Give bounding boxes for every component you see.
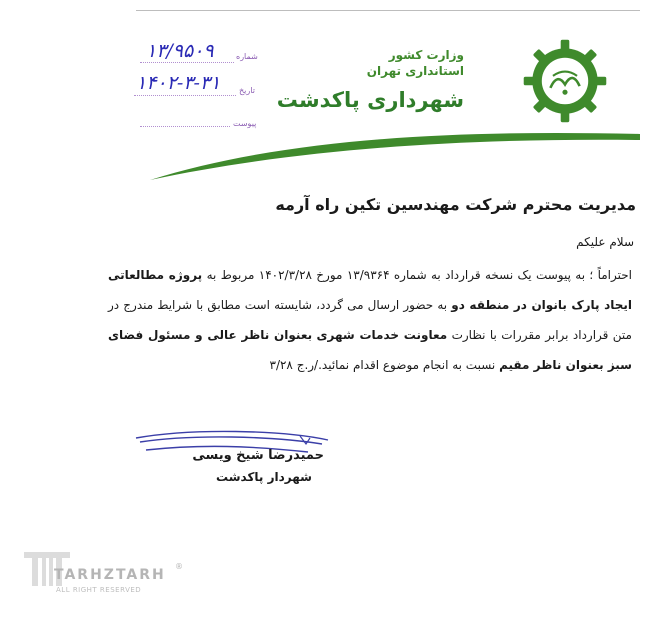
number-label: شماره: [236, 52, 258, 61]
recipient-line: مدیریت محترم شرکت مهندسین تکین راه آرمه: [275, 195, 636, 214]
watermark-rights: ALL RIGHT RESERVED: [56, 586, 142, 594]
letter-body: [108, 260, 632, 380]
body-line-2a: به: [206, 268, 217, 282]
date-label: تاریخ: [239, 86, 255, 95]
watermark-registered: ®: [175, 562, 183, 571]
date-value: ۱۴۰۲-۳-۳۱: [136, 72, 221, 94]
signer-title: شهردار پاکدشت: [216, 470, 312, 484]
municipality-name: شهرداری پاکدشت: [276, 88, 464, 112]
project-title: پروژه مطالعاتی ایجاد پارک بانوان در منطقه دو: [108, 268, 632, 312]
greeting: سلام علیکم: [576, 235, 634, 249]
municipality-logo-icon: [522, 38, 608, 124]
body-line-3a: است مطابق با شرایط مندرج در متن قرارداد برابر مقررات با نظارت: [108, 298, 632, 342]
body-line-4a: بعنوان ناظر عالی و مسئول فضای سبز بعنوان ناظر مقیم: [108, 328, 632, 372]
watermark-brand: TARHZTARH: [54, 567, 166, 583]
supervisor-office: معاونت خدمات شهری: [316, 328, 448, 342]
body-line-1: احتراماً ؛ به پیوست یک نسخه قرارداد به شماره ۱۳/۹۳۶۴ مورخ ۱۴۰۲/۳/۲۸ مربوط: [220, 268, 633, 282]
attachment-label: پیوست: [233, 119, 257, 128]
body-line-4b: نسبت به انجام موضوع اقدام: [352, 358, 496, 372]
header-swoosh: [150, 118, 640, 180]
top-rule: [136, 10, 640, 11]
governorate-name: استانداری تهران: [366, 64, 464, 78]
body-line-5: نمائید./ر.ج ۳/۲۸: [269, 358, 350, 372]
number-line: [140, 62, 234, 63]
signer-name: حمیدرضا شیخ ویسی: [192, 448, 324, 463]
ministry-name: وزارت کشور: [388, 48, 464, 62]
body-line-2c: به حضور ارسال می گردد، شایسته: [274, 298, 448, 312]
date-line: [134, 95, 236, 96]
number-value: ۱۳/۹۵۰۹: [146, 40, 214, 62]
